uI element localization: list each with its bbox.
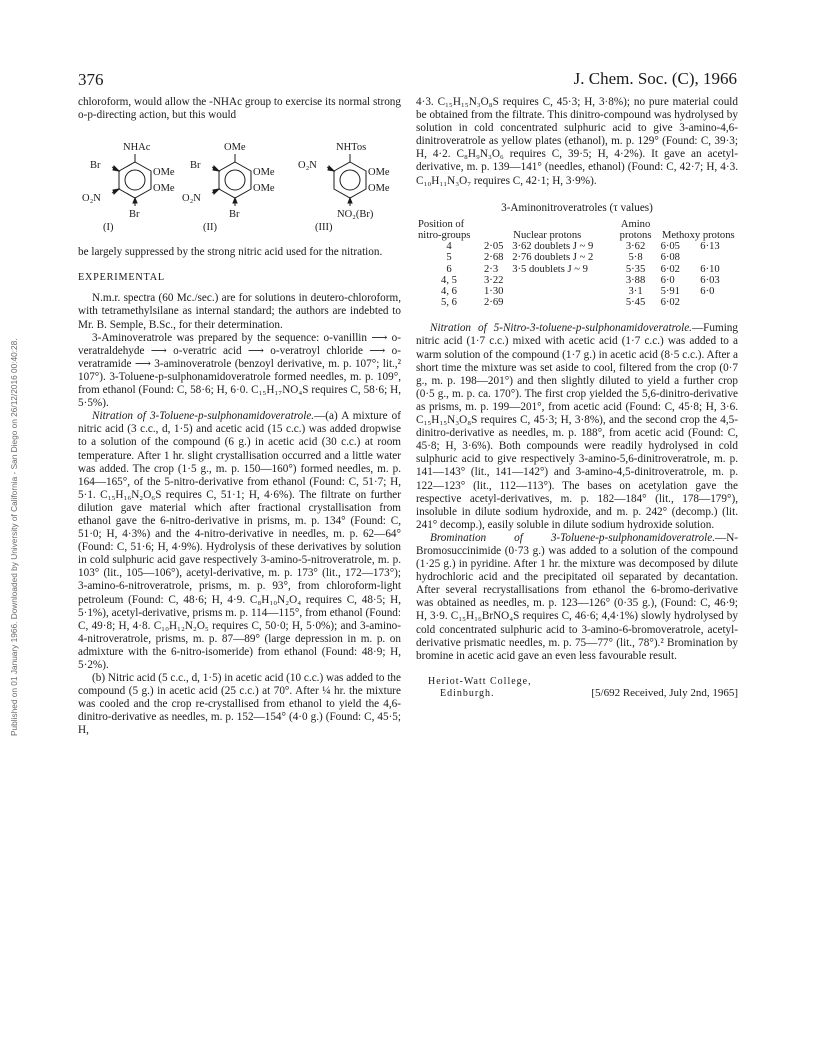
cell-nuclear-2: 3·5 doublets J ~ 9 bbox=[512, 263, 588, 275]
s3-r1: OMe bbox=[368, 167, 390, 179]
cell-position: 6 bbox=[446, 263, 452, 275]
benzene-ring-2-inner bbox=[225, 170, 245, 190]
cell-amino: 5·8 bbox=[628, 252, 643, 264]
cell-methoxy-2: 6·10 bbox=[700, 263, 720, 275]
cell-nuclear-1: 2·68 bbox=[484, 252, 504, 264]
cell-methoxy-1: 6·02 bbox=[660, 297, 680, 309]
paragraph-nmr: N.m.r. spectra (60 Mc./sec.) are for solutions in deutero-chloroform, with tetramethylsilane as internal standard; the authors are indebted to Mr. B. Semple, B.Sc., for their determination. bbox=[78, 292, 401, 331]
table-row bbox=[416, 275, 738, 286]
s1-numeral: (I) bbox=[103, 222, 114, 234]
col-header-amino: Amino protons bbox=[619, 218, 652, 241]
s2-bottom: Br bbox=[229, 209, 240, 221]
col-header-position: Position of nitro-groups bbox=[418, 218, 471, 241]
cell-amino: 5·35 bbox=[625, 263, 646, 275]
cell-nuclear-2: 3·62 doublets J ~ 9 bbox=[512, 241, 594, 253]
section-heading: EXPERIMENTAL bbox=[78, 272, 165, 284]
paragraph-heading: Nitration of 3-Toluene-p-sulphonamidoveratrole. bbox=[92, 410, 315, 423]
paragraph-nitration-b: (b) Nitric acid (5 c.c., d, 1·5) in acetic acid (10 c.c.) was added to the compound (5 g.) in acetic acid (25 c.c.) at 70°. After ¼ hr. the mixture was cooled and the crop re-crystallised from ethanol to yield the 4,6-dinitro-derivative as needles, m. p. 152—154° (4·0 g.) (Found: C, 45·5; H, bbox=[78, 672, 401, 737]
s3-left-top: O₂N bbox=[298, 160, 317, 172]
s2-r1: OMe bbox=[253, 167, 275, 179]
cell-nuclear-2 bbox=[510, 275, 612, 286]
download-watermark: Published on 01 January 1966. Downloaded by University of California - San Diego on 26/12/2016 00:40:28. bbox=[9, 338, 19, 736]
benzene-structures bbox=[78, 130, 401, 240]
cell-nuclear-1: 1·30 bbox=[484, 285, 504, 297]
cell-nuclear-1: 3·22 bbox=[484, 274, 504, 286]
structures-figure bbox=[78, 130, 401, 240]
paragraph-body: —Fuming nitric acid (1·7 c.c.) mixed with acetic acid (1·7 c.c.) was added to a warm solution of the compound (1·7 g.) in acetic acid (8·5 c.c.). After a short time the mixture was set aside to cool, filtered from the crop (0·7 g., m. p. 198—201°) and then slightly diluted to yield a further crop (0·5 g., m. p. ca. 170°). The first crop yielded the 5,6-dinitro-derivative as prisms, m. p. 199—201°, from acetic acid (Found: C, 45·8; H, 3·6. C₁₅H₁₅N₃O₈S requires C, 45·3; H, 3·8%), and the second crop the 4,5-dinitro-derivative as needles, m. p. 188°, from acetic acid (Found: C, 45·8; H, 3·6%). Both compounds were readily hydrolysed in cold sulphuric acid to give respectively 3-amino-5,6-dinitroveratrole, m. p. 141—143° (lit., 141—142°) and 3-amino-4,5-dinitroveratrole, m. p. 122—123° (lit., 112—113°). The bases on acetylation gave the respective acetyl-derivatives, m. p. 182—184° (lit., 178—179°), insoluble in dilute sodium hydroxide, and m. p. 242° (decomp.) (lit. 241° decomp.), easily soluble in dilute sodium hydroxide solution. bbox=[416, 322, 738, 531]
paragraph-nitration-nitro bbox=[416, 322, 738, 532]
s3-bottom: NO₂(Br) bbox=[337, 209, 374, 221]
cell-nuclear-2: 2·76 doublets J ~ 2 bbox=[512, 252, 594, 264]
s1-bottom: Br bbox=[129, 209, 140, 221]
cell-methoxy-2 bbox=[698, 252, 738, 263]
s2-numeral: (II) bbox=[203, 222, 217, 234]
left-column bbox=[78, 96, 401, 738]
s1-top: NHAc bbox=[123, 142, 151, 154]
cell-amino: 3·1 bbox=[628, 285, 643, 297]
journal-header: J. Chem. Soc. (C), 1966 bbox=[573, 69, 737, 88]
cell-position: 4 bbox=[446, 241, 452, 253]
nmr-table bbox=[416, 219, 738, 309]
paragraph-continuation: 4·3. C₁₅H₁₅N₃O₈S requires C, 45·3; H, 3·8%); no pure material could be obtained from the filtrate. This dinitro-compound was hydrolysed by solution in cold concentrated sulphuric acid to give 3-amino-4,6-dinitroveratrole as yellow plates (ethanol), m. p. 129° (Found: C, 39·3; H, 4·2. C₈H₉N₃O₆ requires C, 39·5; H, 4·2%). It gave an acetyl-derivative, m. p. 139—141° (needles, ethanol) (Found: C, 42·7; H, 4·3. C₁₀H₁₁N₃O₇ requires C, 42·1; H, 3·9%). bbox=[416, 96, 738, 187]
s3-r2: OMe bbox=[368, 183, 390, 195]
cell-nuclear-1: 2·05 bbox=[484, 241, 504, 253]
cell-position: 4, 5 bbox=[441, 274, 457, 286]
cell-position: 5 bbox=[446, 252, 452, 264]
cell-position: 5, 6 bbox=[441, 297, 457, 309]
affiliation-line-1: Heriot-Watt College, bbox=[428, 675, 532, 687]
cell-nuclear-2 bbox=[510, 297, 612, 308]
s2-left-top: Br bbox=[190, 160, 201, 172]
paragraph-nitration-a bbox=[78, 410, 401, 672]
s2-top: OMe bbox=[224, 142, 246, 154]
table-row bbox=[416, 264, 738, 275]
cell-position: 4, 6 bbox=[441, 285, 457, 297]
table-row bbox=[416, 286, 738, 297]
cell-methoxy-2: 6·03 bbox=[700, 274, 720, 286]
page-number: 376 bbox=[78, 70, 104, 89]
cell-methoxy-1: 6·08 bbox=[660, 252, 680, 264]
affiliation-line-2: Edinburgh. bbox=[440, 687, 495, 699]
cell-methoxy-1: 5·91 bbox=[660, 285, 680, 297]
cell-amino: 5·45 bbox=[625, 297, 646, 309]
benzene-ring-2 bbox=[219, 162, 251, 198]
intro-text-bottom: be largely suppressed by the strong nitric acid used for the nitration. bbox=[78, 246, 383, 259]
s3-numeral: (III) bbox=[315, 222, 333, 234]
table-header-row bbox=[416, 219, 738, 241]
s3-top: NHTos bbox=[336, 142, 367, 154]
paragraph-body: —(a) A mixture of nitric acid (3 c.c., d, 1·5) and acetic acid (15 c.c.) was added dropwise to a solution of the compound (6 g.) in acetic acid (30 c.c.) at room temperature. After 1 hr. slight crystallisation occurred and a little water was added. The crop (1·5 g., m. p. 150—160°) formed needles, m. p. 164—165°, of the 5-nitro-derivative from ethanol (Found: C, 51·7; H, 5·1. C₁₅H₁₆N₂O₆S requires C, 51·1; H, 4·6%). The filtrate on further dilution gave material which after fractional crystallisation from ethanol gave the 6-nitro-derivative in prisms, m. p. 134° (Found: C, 51·0; H, 4·3%) and the 4-nitro-derivative in needles, m. p. 62—64° (Found: C, 51·6; H, 4·9%). Hydrolysis of these derivatives by solution in cold sulphuric acid gave respectively 3-amino-5-nitroveratrole, m. p. 103° (lit., 105—106°), acetyl-derivative, m. p. 173° (lit., 172—173°); 3-amino-6-nitroveratrole, prisms, m. p. 93°, from chloroform-light petroleum (Found: C, 48·6; H, 4·9. C₈H₁₀N₂O₄ requires C, 48·5; H, 5·1%), acetyl-derivative, prisms m. p. 114—115°, from ethanol (Found: C, 49·8; H, 4·8. C₁₀H₁₂N₂O₅ requires C, 50·0; H, 5·0%); and 3-amino-4-nitroveratrole, prisms, m. p. 87—89° (large depression in m. p. on admixture with the 6-nitro-isomeride) from ethanol (Found: 48·9; H, 5·2%). bbox=[78, 410, 401, 671]
s2-left-bot: O₂N bbox=[182, 193, 201, 205]
cell-amino: 3·88 bbox=[625, 274, 646, 286]
s1-left-top: Br bbox=[90, 160, 101, 172]
paragraph-heading: Bromination of 3-Toluene-p-sulphonamidoveratrole. bbox=[430, 531, 715, 544]
cell-methoxy-1: 6·02 bbox=[660, 263, 680, 275]
cell-methoxy-2 bbox=[698, 297, 738, 308]
cell-nuclear-2 bbox=[510, 286, 612, 297]
table-caption: 3-Aminonitroveratroles (τ values) bbox=[501, 201, 653, 214]
cell-amino: 3·62 bbox=[625, 241, 646, 253]
received-note: [5/692 Received, July 2nd, 1965] bbox=[591, 686, 738, 699]
paragraph-aminoveratrole: 3-Aminoveratrole was prepared by the sequence: o-vanillin ⟶ o-veratraldehyde ⟶ o-veratric acid ⟶ o-veratroyl chloride ⟶ o-veratramide ⟶ 3-aminoveratrole (benzoyl derivative, m. p. 107°; lit.,² 107°). 3-Toluene-p-sulphonamidoveratrole formed needles, m. p. 109°, from ethanol (Found: C, 58·6; H, 6·0. C₁₅H₁₇NO₄S requires C, 58·6; H, 5·5%). bbox=[78, 331, 401, 410]
cell-methoxy-2: 6·0 bbox=[700, 285, 715, 297]
paragraph-bromination bbox=[416, 532, 738, 663]
s1-r1: OMe bbox=[153, 167, 175, 179]
paragraph-body: —N-Bromosuccinimide (0·73 g.) was added to a solution of the compound (1·25 g.) in pyridine. After 1 hr. the mixture was decomposed by dilute hydrochloric acid and the precipitated oil separated by decantation. After several recrystallisations from ethanol the 6-bromo-derivative was obtained as needles, m. p. 123—126° (0·35 g.), (Found: C, 46·9; H, 3·9. C₁₅H₁₆BrNO₄S requires C, 46·6; 4,4·1%) slowly hydrolysed by cold concentrated sulphuric acid to 3-amino-6-bromoveratrole, acetyl-derivative prismatic needles, m. p. 75—77° (lit., 78°).² Bromination by bromine in acetic acid gave an even less favourable result. bbox=[416, 531, 738, 662]
table-row bbox=[416, 252, 738, 263]
intro-text-top: chloroform, would allow the -NHAc group to exercise its normal strong o-p-directing action, but this would bbox=[78, 96, 401, 122]
cell-methoxy-1: 6·0 bbox=[660, 274, 675, 286]
cell-nuclear-1: 2·3 bbox=[484, 263, 499, 275]
affiliation-block bbox=[416, 675, 738, 715]
benzene-ring-1-inner bbox=[125, 170, 145, 190]
cell-methoxy-2: 6·13 bbox=[700, 241, 720, 253]
table-row bbox=[416, 241, 738, 252]
benzene-ring-3-inner bbox=[340, 170, 360, 190]
s1-left-bot: O₂N bbox=[82, 193, 101, 205]
cell-methoxy-1: 6·05 bbox=[660, 241, 680, 253]
benzene-ring-3 bbox=[334, 162, 366, 198]
s1-r2: OMe bbox=[153, 183, 175, 195]
s2-r2: OMe bbox=[253, 183, 275, 195]
col-header-methoxy: Methoxy protons bbox=[661, 229, 735, 241]
benzene-ring-1 bbox=[119, 162, 151, 198]
cell-nuclear-1: 2·69 bbox=[484, 297, 504, 309]
table-row bbox=[416, 297, 738, 308]
right-column bbox=[416, 96, 738, 715]
paragraph-heading: Nitration of 5-Nitro-3-toluene-p-sulphonamidoveratrole. bbox=[430, 322, 692, 335]
col-header-nuclear: Nuclear protons bbox=[513, 229, 582, 241]
